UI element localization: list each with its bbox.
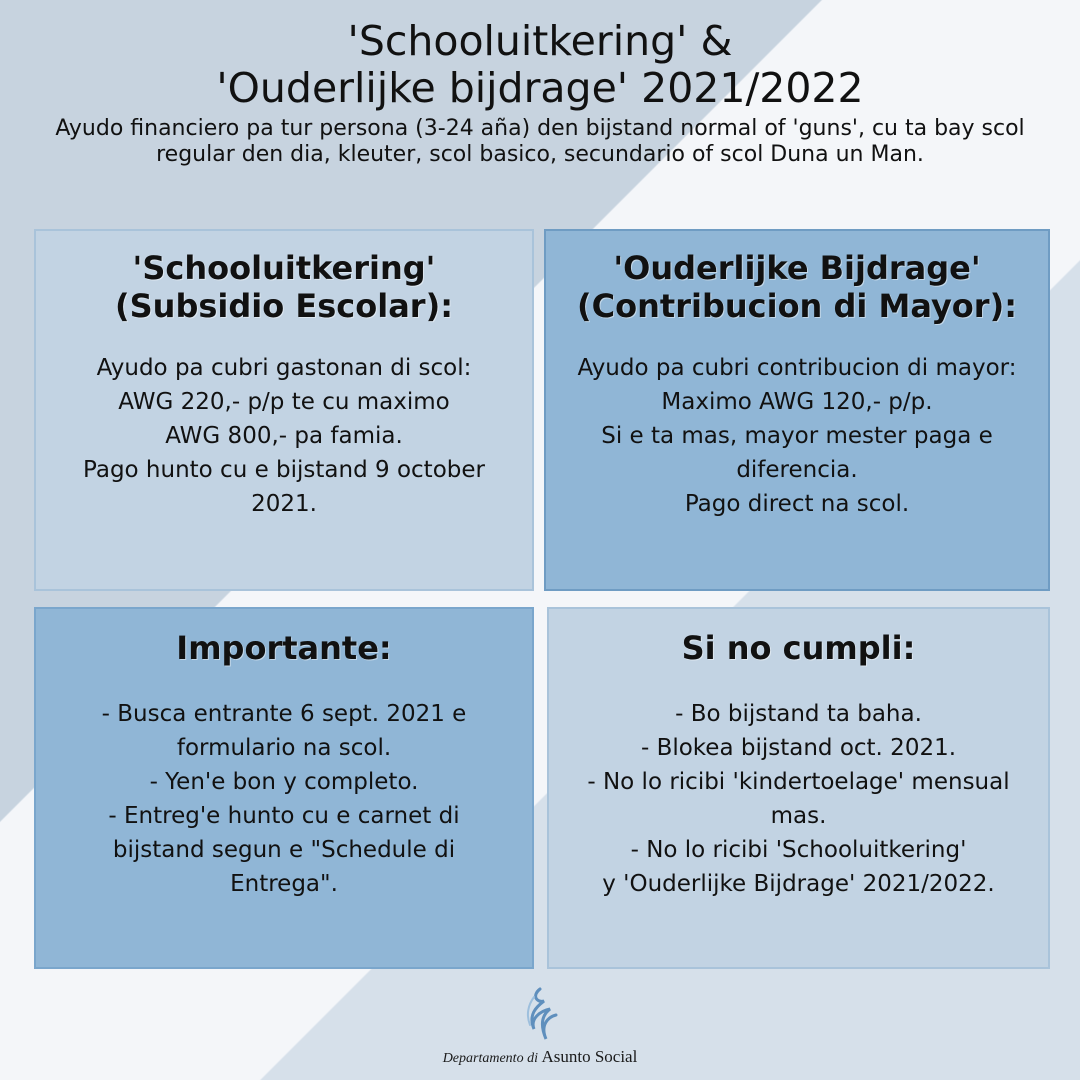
header [0, 18, 1080, 168]
logo-prefix: Departamento di [442, 1051, 538, 1066]
card-body: - Busca entrante 6 sept. 2021 e formulario na scol. - Yen'e bon y completo. - Entreg'e hunto cu e carnet di bijstand segun e "Schedule di Entrega". [101, 701, 467, 897]
card-title: Si no cumpli: [681, 629, 916, 667]
card-body: Ayudo pa cubri gastonan di scol: AWG 220,- p/p te cu maximo AWG 800,- pa famia. Pago hunto cu e bijstand 9 october 2021. [83, 355, 485, 517]
title-line-2: 'Ouderlijke bijdrage' 2021/2022 [216, 64, 864, 112]
wave-figure-icon [510, 985, 570, 1045]
page-subtitle: Ayudo financiero pa tur persona (3-24 aña) den bijstand normal of 'guns', cu ta bay scol regular den dia, kleuter, scol basico, secundario of scol Duna un Man. [55, 116, 1025, 167]
logo-caption [440, 1047, 640, 1067]
card-si-no-cumpli [547, 607, 1050, 969]
page-title [0, 18, 1080, 112]
title-line-1: 'Schooluitkering' & [347, 17, 733, 65]
card-schooluitkering [34, 229, 534, 591]
card-title: Importante: [176, 629, 392, 667]
card-title: 'Schooluitkering' (Subsidio Escolar): [115, 249, 453, 325]
department-logo [440, 985, 640, 1080]
card-body: - Bo bijstand ta baha. - Blokea bijstand oct. 2021. - No lo ricibi 'kindertoelage' mensual mas. - No lo ricibi 'Schooluitkering' y 'Ouderlijke Bijdrage' 2021/2022. [587, 701, 1010, 897]
card-ouderlijke-bijdrage [544, 229, 1050, 591]
logo-name: Asunto Social [541, 1047, 638, 1066]
card-body: Ayudo pa cubri contribucion di mayor: Maximo AWG 120,- p/p. Si e ta mas, mayor mester paga e diferencia. Pago direct na scol. [577, 355, 1017, 517]
card-title: 'Ouderlijke Bijdrage' (Contribucion di Mayor): [577, 249, 1017, 325]
card-importante [34, 607, 534, 969]
